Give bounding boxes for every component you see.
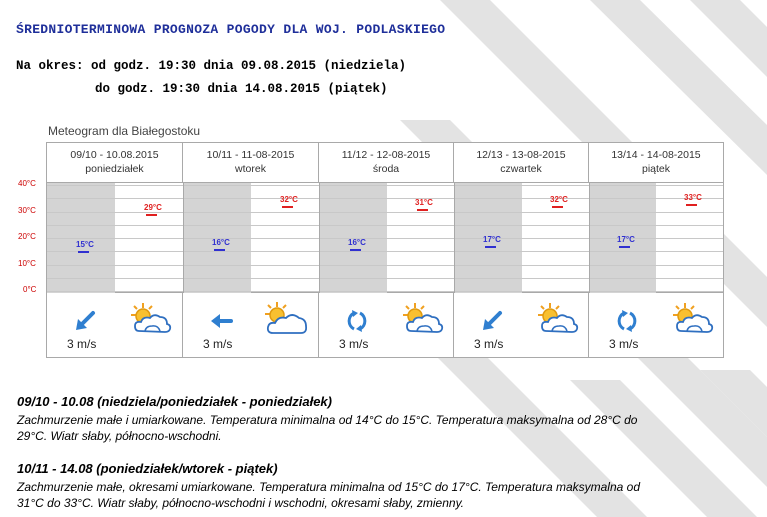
period-from: Na okres: od godz. 19:30 dnia 09.08.2015 (niedziela) (16, 59, 407, 73)
variable-wind-icon (345, 309, 369, 333)
variable-wind-icon (615, 309, 639, 333)
day-weather-cell (183, 293, 319, 357)
day-separator (183, 183, 184, 293)
temperature-plot (47, 183, 723, 293)
gridline (47, 225, 723, 226)
gridline (47, 278, 723, 279)
gridline (47, 198, 723, 199)
arrow-west-icon (209, 309, 233, 333)
day-separator (319, 183, 320, 293)
gridline (47, 212, 723, 213)
arrow-southwest-icon (480, 309, 504, 333)
wind-speed: 3 m/s (67, 337, 97, 351)
wind-speed: 3 m/s (339, 337, 369, 351)
forecast-text (17, 412, 717, 444)
axis-tick-label: 40°C (18, 179, 36, 188)
min-temp-label: 17°C (483, 235, 501, 244)
max-temp-label: 32°C (550, 195, 568, 204)
wind-speed: 3 m/s (609, 337, 639, 351)
forecast-heading: 10/11 - 14.08 (poniedziałek/wtorek - piątek) (17, 461, 278, 476)
day-header (454, 143, 589, 183)
page-title: ŚREDNIOTERMINOWA PROGNOZA POGODY DLA WOJ. PODLASKIEGO (16, 22, 446, 37)
day-date: 11/12 - 12-08-2015 (341, 149, 431, 161)
max-temp-label: 29°C (144, 203, 162, 212)
day-header (589, 143, 723, 183)
forecast-text-line: 31°C do 33°C. Wiatr słaby, północno-wschodni i wschodni, okresami słaby, zmienny. (17, 496, 465, 510)
min-temp-label: 15°C (76, 240, 94, 249)
temperature-axis (14, 179, 46, 294)
sun-cloud-icon (261, 301, 309, 337)
min-temp-label: 17°C (617, 235, 635, 244)
min-temp-mark (485, 246, 496, 248)
axis-tick-label: 20°C (18, 232, 36, 241)
day-date: 10/11 - 11-08-2015 (206, 149, 295, 161)
forecast-text-line: Zachmurzenie małe, okresami umiarkowane. Temperatura minimalna od 15°C do 17°C. Temperatura maksymalna od (17, 480, 640, 494)
day-date: 12/13 - 13-08-2015 (476, 149, 566, 161)
max-temp-mark (552, 206, 563, 208)
day-header (183, 143, 319, 183)
arrow-southwest-icon (73, 309, 97, 333)
wind-speed: 3 m/s (203, 337, 233, 351)
gridline (47, 251, 723, 252)
day-weekday: środa (372, 163, 400, 175)
gridline (47, 291, 723, 292)
wind-speed: 3 m/s (474, 337, 504, 351)
min-temp-mark (619, 246, 630, 248)
partly-cloudy-icon (125, 301, 173, 337)
max-temp-label: 31°C (415, 198, 433, 207)
max-temp-mark (146, 214, 157, 216)
min-temp-mark (350, 249, 361, 251)
meteogram-caption: Meteogram dla Białegostoku (48, 124, 201, 138)
min-temp-label: 16°C (348, 238, 366, 247)
forecast-text-line: 29°C. Wiatr słaby, północno-wschodni. (17, 429, 222, 443)
partly-cloudy-icon (532, 301, 580, 337)
meteogram (46, 142, 724, 358)
axis-tick-label: 0°C (23, 285, 37, 294)
gridline (47, 265, 723, 266)
axis-tick-label: 10°C (18, 259, 36, 268)
axis-tick-label: 30°C (18, 206, 36, 215)
day-weekday: czwartek (500, 163, 542, 175)
day-weekday: wtorek (235, 163, 266, 175)
day-weekday: poniedziałek (85, 163, 144, 175)
max-temp-label: 33°C (684, 193, 702, 202)
min-temp-mark (214, 249, 225, 251)
max-temp-mark (686, 204, 697, 206)
day-date: 13/14 - 14-08-2015 (611, 149, 701, 161)
day-separator (454, 183, 455, 293)
day-weather-cell (319, 293, 454, 357)
max-temp-mark (417, 209, 428, 211)
min-temp-label: 16°C (212, 238, 230, 247)
max-temp-label: 32°C (280, 195, 298, 204)
partly-cloudy-icon (667, 301, 715, 337)
period-to: do godz. 19:30 dnia 14.08.2015 (piątek) (95, 82, 388, 96)
day-weather-cell (47, 293, 183, 357)
forecast-text (17, 479, 717, 511)
day-separator (589, 183, 590, 293)
day-weather-cell (454, 293, 589, 357)
forecast-heading: 09/10 - 10.08 (niedziela/poniedziałek - poniedziałek) (17, 394, 332, 409)
day-weather-cell (589, 293, 723, 357)
day-header (319, 143, 454, 183)
min-temp-mark (78, 251, 89, 253)
gridline (47, 185, 723, 186)
forecast-text-line: Zachmurzenie małe i umiarkowane. Temperatura minimalna od 14°C do 15°C. Temperatura maksymalna od 28°C do (17, 413, 638, 427)
day-header (47, 143, 183, 183)
day-date: 09/10 - 10.08.2015 (70, 149, 159, 161)
day-weekday: piątek (641, 163, 671, 175)
partly-cloudy-icon (397, 301, 445, 337)
max-temp-mark (282, 206, 293, 208)
